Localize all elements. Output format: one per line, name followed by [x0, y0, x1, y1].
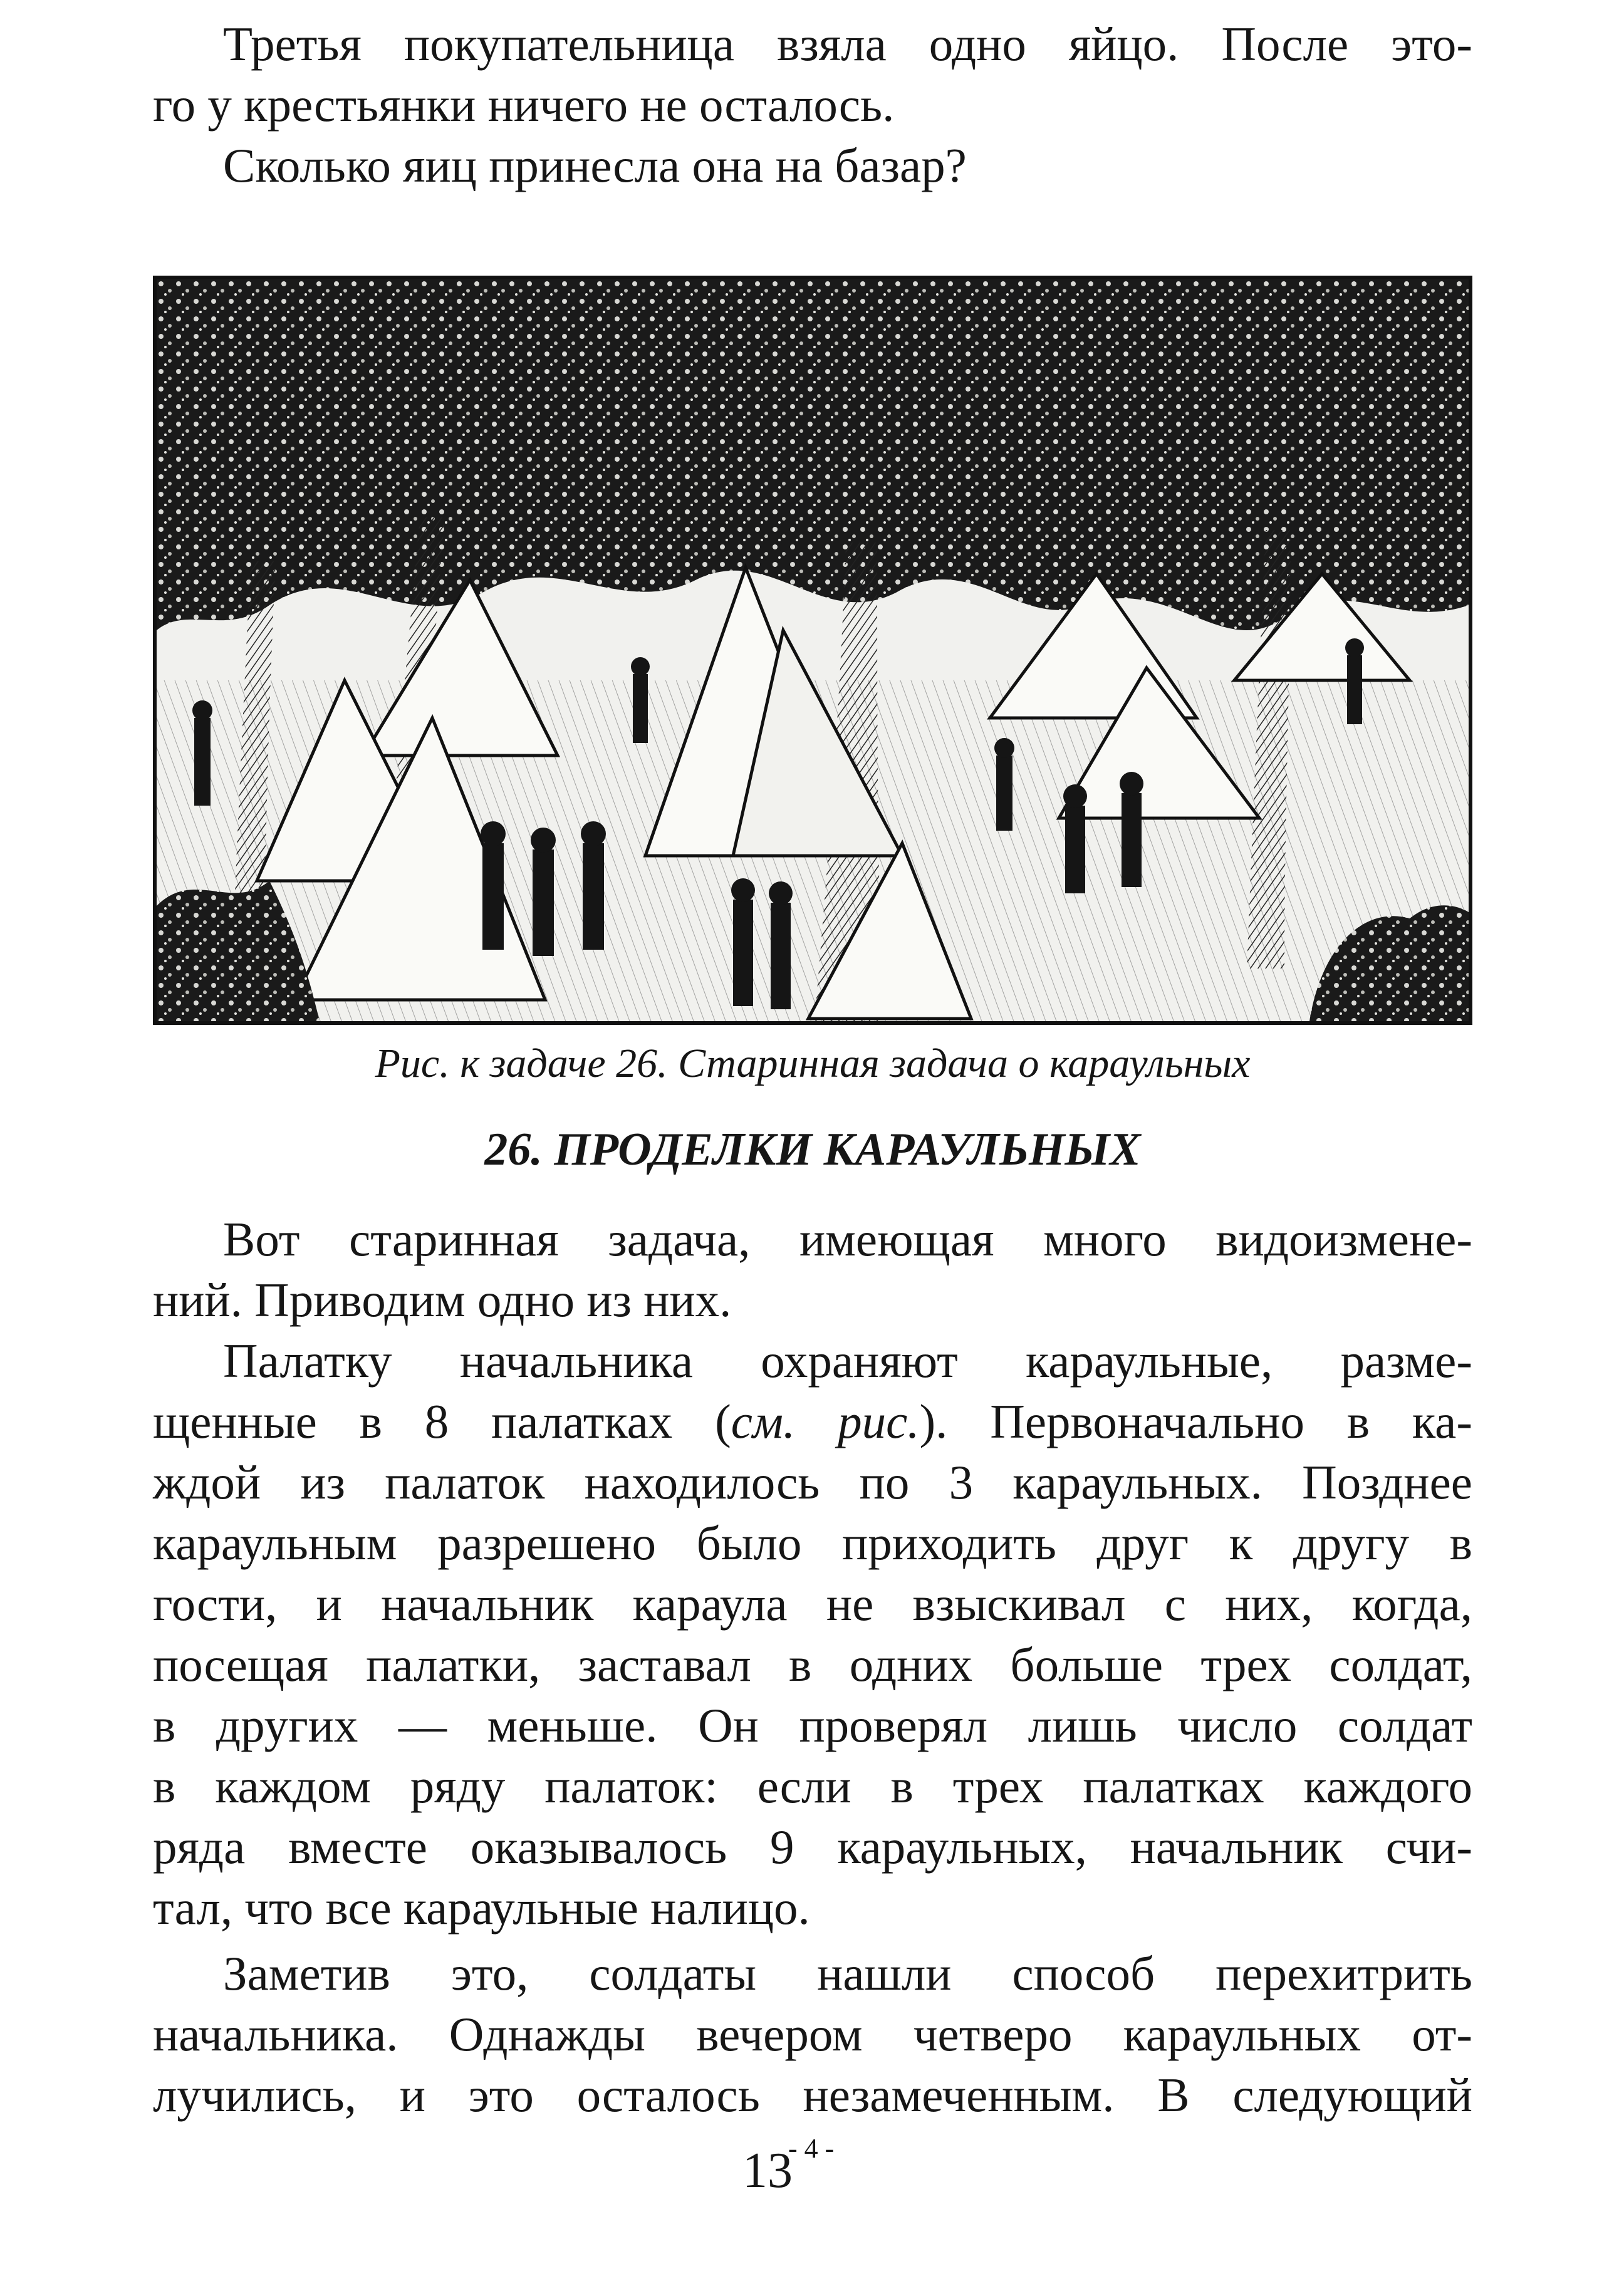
text-line: Сколько яиц принесла она на базар?	[223, 138, 967, 192]
text-line: Палатку начальника охраняют караульные, разме-	[223, 1334, 1472, 1388]
text-line: в других — меньше. Он проверял лишь число солдат	[153, 1698, 1472, 1752]
problem-heading: 26. ПРОДЕЛКИ КАРАУЛЬНЫХ	[484, 1124, 1141, 1175]
text-line: ждой из палаток находилось по 3 караульных. Позднее	[153, 1455, 1472, 1509]
problem-paragraph-1	[153, 1209, 1472, 1331]
text-line	[153, 1391, 1472, 1452]
text-line: ряда вместе оказывалось 9 караульных, начальник счи-	[153, 1820, 1472, 1874]
figure-reference: см. рис.	[731, 1395, 920, 1448]
text-line: лучились, и это осталось незамеченным. В следующий	[153, 2068, 1472, 2122]
text-line: посещая палатки, заставал в одних больше трех солдат,	[153, 1638, 1472, 1691]
text-line: тал, что все караульные налицо.	[153, 1881, 810, 1935]
text-line: в каждом ряду палаток: если в трех палатках каждого	[153, 1759, 1472, 1813]
text-line: го у крестьянки ничего не осталось.	[153, 78, 895, 132]
problem-paragraph-2	[153, 1331, 1472, 1938]
text-fragment: ). Первоначально в ка-	[919, 1395, 1472, 1448]
text-line: Третья покупательница взяла одно яйцо. После это-	[223, 17, 1472, 71]
problem-paragraph-3	[153, 1943, 1472, 2126]
intro-paragraph-1	[153, 14, 1472, 135]
text-line: Вот старинная задача, имеющая много видоизмене-	[223, 1212, 1472, 1266]
figure-caption: Рис. к задаче 26. Старинная задача о караульных	[375, 1041, 1251, 1086]
text-line: ний. Приводим одно из них.	[153, 1273, 732, 1327]
text-line: гости, и начальник караула не взыскивал с них, когда,	[153, 1577, 1472, 1631]
text-line: начальника. Однажды вечером четверо караульных от-	[153, 2007, 1472, 2061]
text-line: Заметив это, солдаты нашли способ перехитрить	[223, 1946, 1472, 2000]
engraving-illustration	[157, 279, 1469, 1021]
intro-paragraph-2	[153, 135, 1472, 196]
page-marker: - 4 -	[788, 2133, 835, 2164]
illustration-tents-in-forest	[153, 276, 1472, 1025]
page-number: 13	[742, 2143, 793, 2198]
text-fragment: щенные в 8 палатках (	[153, 1395, 731, 1448]
text-line: караульным разрешено было приходить друг к другу в	[153, 1516, 1472, 1570]
